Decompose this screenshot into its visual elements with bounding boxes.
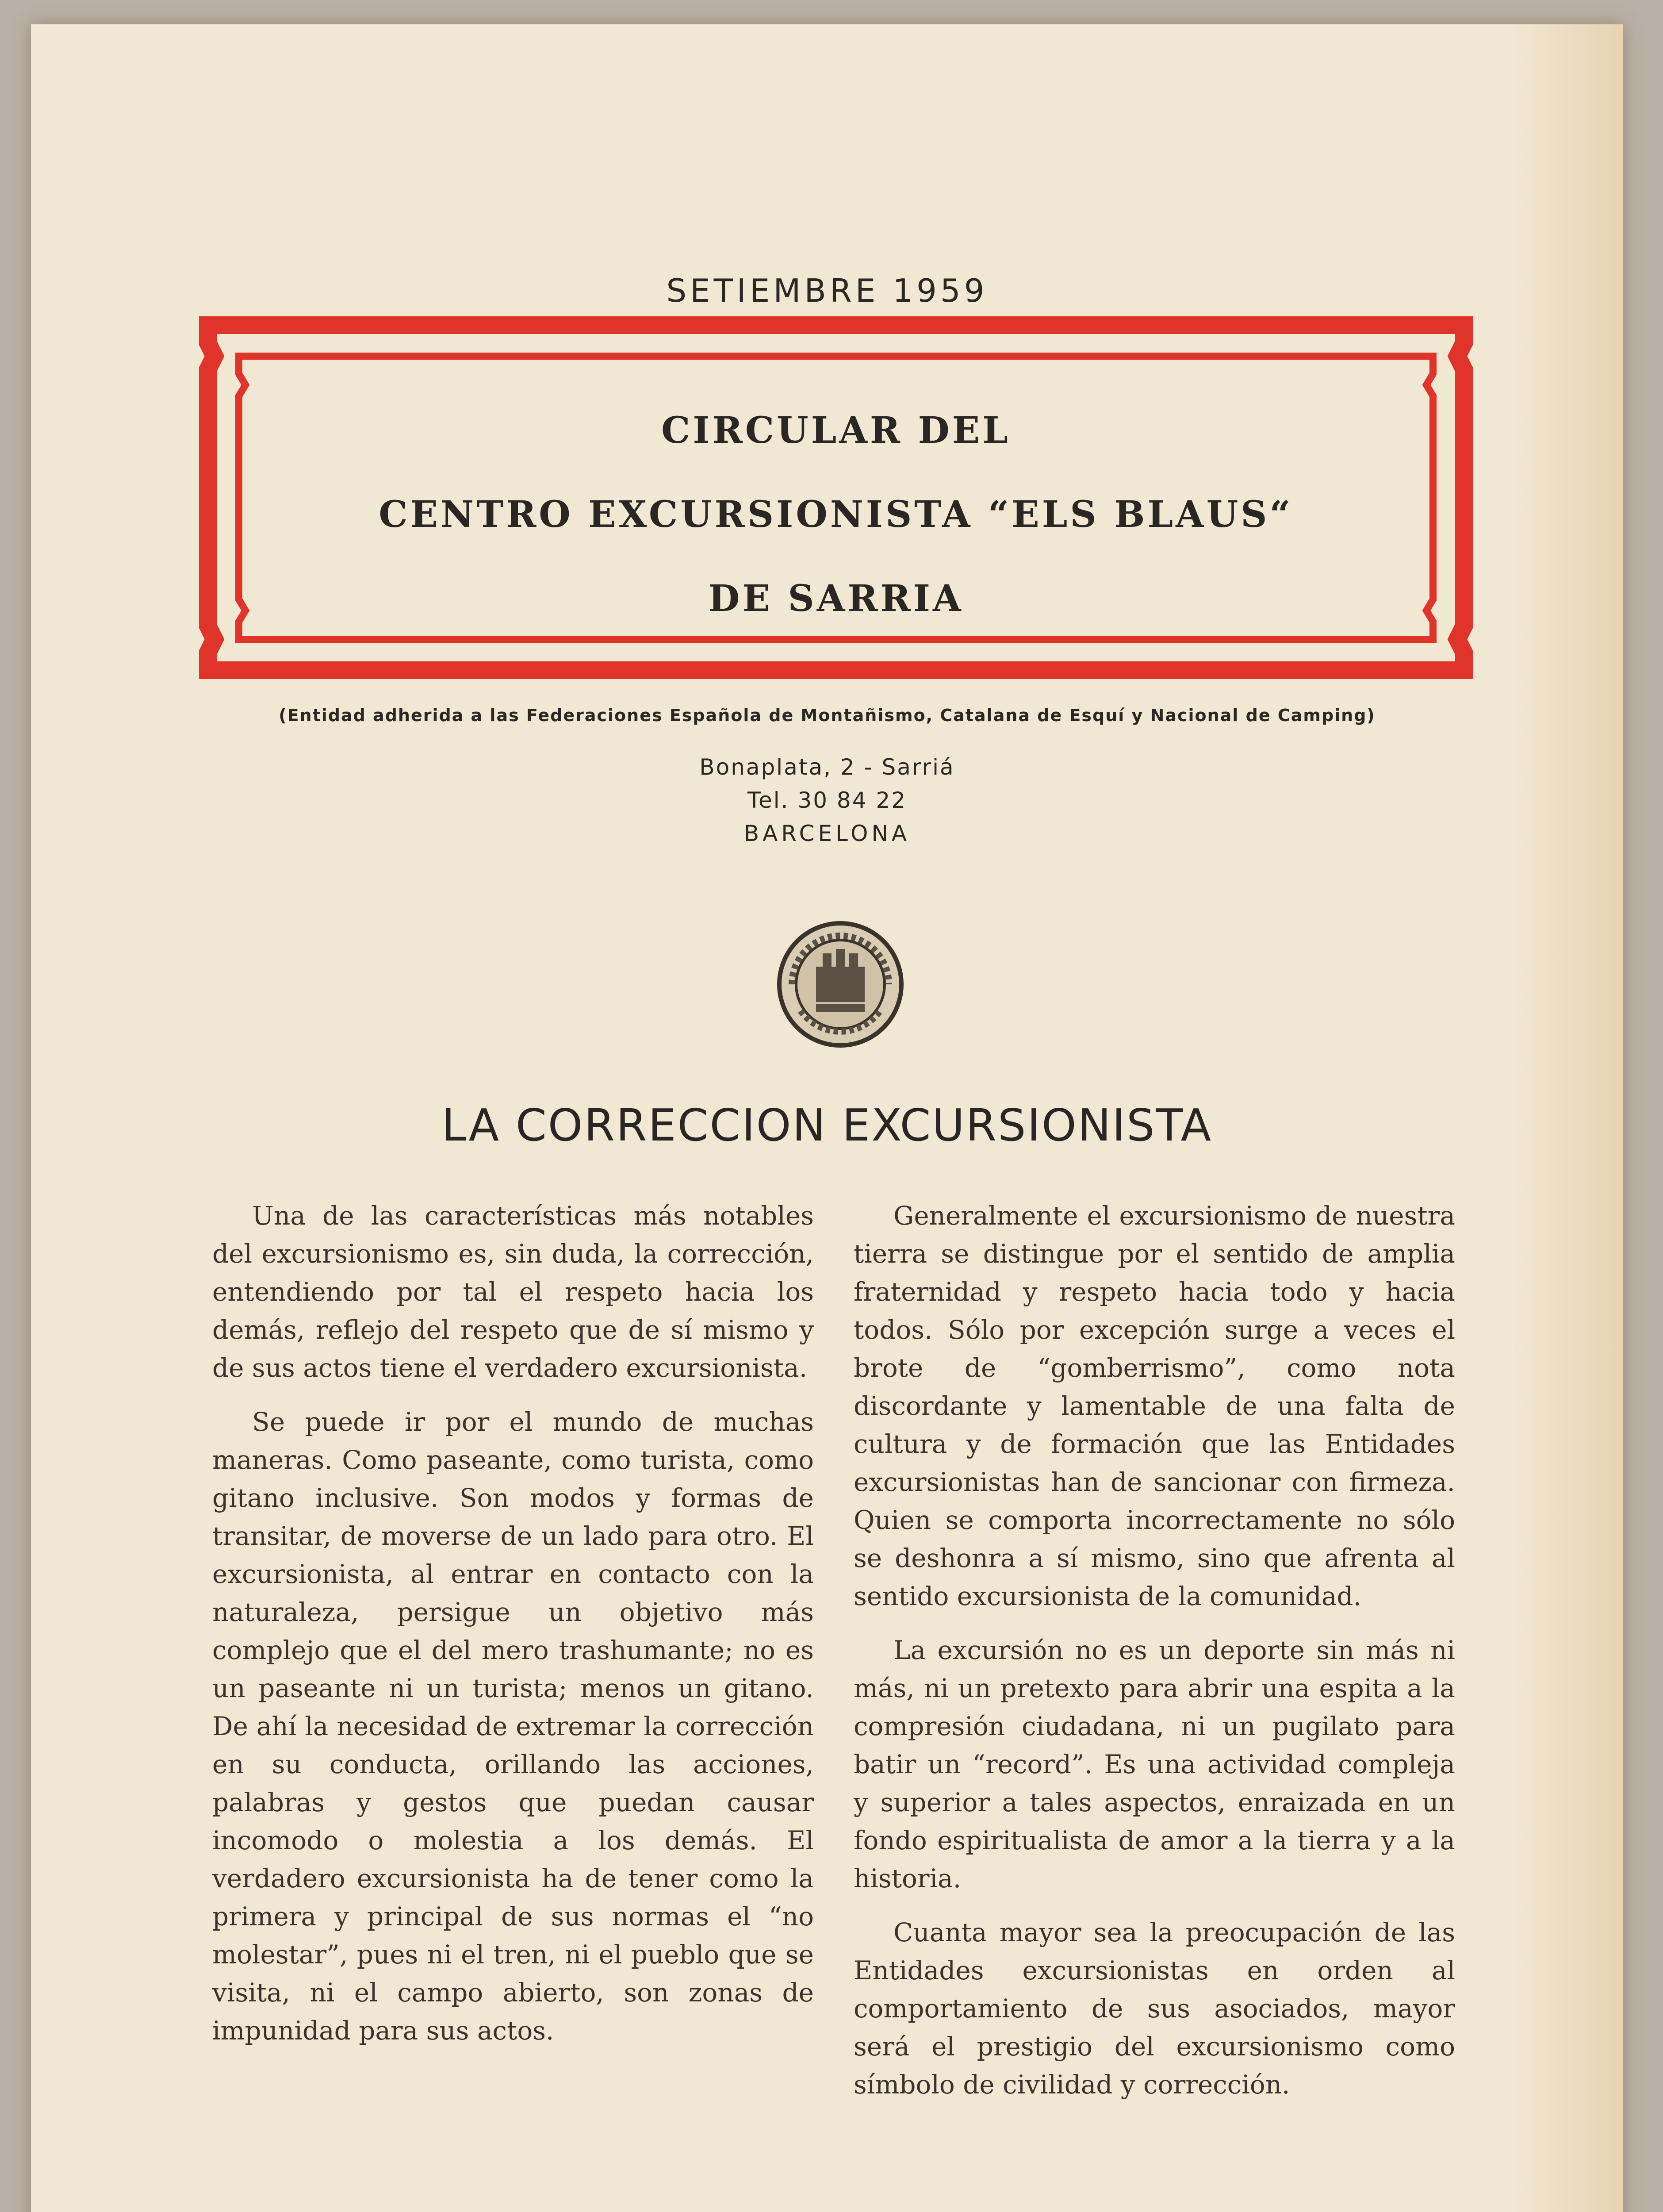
- banner-title-line3: DE SARRIA: [708, 577, 964, 620]
- banner-title-line2: CENTRO EXCURSIONISTA “ELS BLAUS“: [379, 493, 1293, 536]
- paragraph: Una de las características más notables del excursionismo es, sin duda, la corrección, entendiendo por tal el respeto hacia los demás, reflejo del respeto que de sí mismo y de sus actos tiene el verdadero excursionista.: [212, 1201, 814, 1383]
- article-column-right: [854, 1197, 1455, 2120]
- paragraph: Cuanta mayor sea la preocupación de las Entidades excursionistas en orden al comportamiento de sus asociados, mayor será el prestigio del excursionismo como símbolo de civilidad y corrección.: [854, 1917, 1455, 2100]
- issue-date: SETIEMBRE 1959: [666, 272, 988, 309]
- address-city: BARCELONA: [743, 821, 911, 846]
- affiliation-note: (Entidad adherida a las Federaciones Española de Montañismo, Catalana de Esquí y Nacional de Camping): [279, 706, 1376, 725]
- address-phone: Tel. 30 84 22: [747, 787, 907, 813]
- paragraph: La excursión no es un deporte sin más ni más, ni un pretexto para abrir una espita a la compresión ciudadana, ni un pugilato para batir un “record”. Es una actividad compleja y superior a tales aspectos, enraizada en un fondo espiritualista de amor a la tierra y a la historia.: [854, 1635, 1455, 1893]
- article-title: LA CORRECCION EXCURSIONISTA: [441, 1099, 1213, 1151]
- header-banner: [199, 307, 1473, 688]
- paper-sheet: [31, 24, 1623, 2212]
- paragraph: Generalmente el excursionismo de nuestra tierra se distingue por el sentido de amplia fraternidad y respeto hacia todo y hacia todos. Sólo por excepción surge a veces el brote de “gomberrismo”, como nota discordante y lamentable de una falta de cultura y de formación que las Entidades excursionistas han de sancionar con firmeza. Quien se comporta incorrectamente no sólo se deshonra a sí mismo, sino que afrenta al sentido excursionista de la comunidad.: [854, 1201, 1455, 1611]
- club-seal-icon: [774, 918, 907, 1051]
- paragraph: Se puede ir por el mundo de muchas maneras. Como paseante, como turista, como gitano inclusive. Son modos y formas de transitar, de moverse de un lado para otro. El excursionista, al entrar en contacto con la naturaleza, persigue un objetivo más complejo que el del mero trashumante; no es un paseante ni un turista; menos un gitano. De ahí la necesidad de extremar la corrección en su conducta, orillando las acciones, palabras y gestos que puedan causar incomodo o molestia a los demás. El verdadero excursionista ha de tener como la primera y principal de sus normas el “no molestar”, pues ni el tren, ni el pueblo que se visita, ni el campo abierto, son zonas de impunidad para sus actos.: [212, 1407, 814, 2046]
- address-street: Bonaplata, 2 - Sarriá: [699, 754, 955, 780]
- banner-title-line1: CIRCULAR DEL: [661, 409, 1011, 452]
- article-column-left: [212, 1197, 814, 2066]
